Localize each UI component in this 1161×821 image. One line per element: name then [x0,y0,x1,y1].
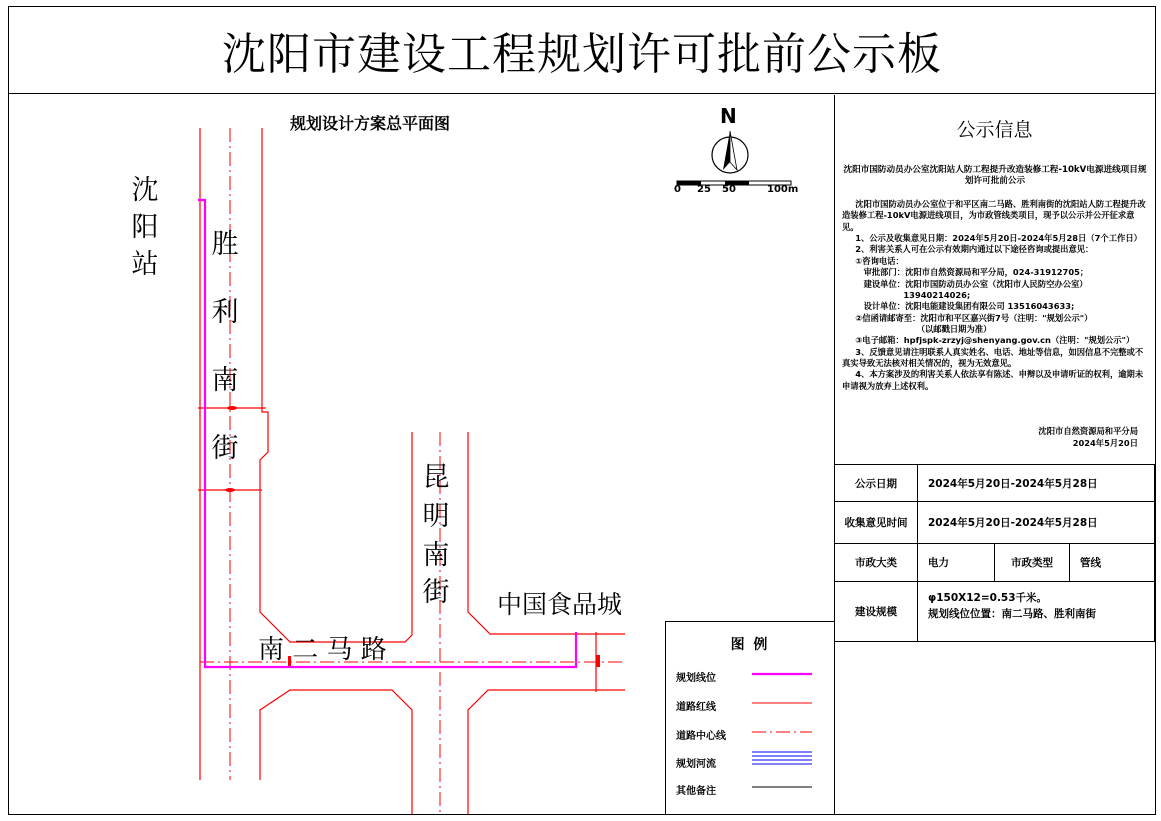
scale-value [918,582,1155,642]
table-row [835,582,1155,642]
table-row [835,465,1155,502]
scale-label-50: 50 [722,184,736,195]
legend-title: 图 例 [730,637,770,653]
notice-line: ②信函请邮寄至：沈阳市和平区嘉兴街7号（注明："规划公示"） [855,312,1093,323]
sign-date: 2024年5月20日 [1072,437,1138,448]
label-shengli-3: 南 [211,365,239,396]
notice-line: ③电子邮箱：hpfjspk-zrzyj@shenyang.gov.cn（注明："规划公示"） [855,335,1135,346]
scale-label-0: 0 [674,184,681,195]
info-table [834,464,1155,642]
label-kunming-3: 南 [422,540,450,571]
label-shengli-4: 街 [211,433,239,464]
notice-line: 3、反馈意见请注明联系人真实姓名、电话、地址等信息，如因信息不完整或不真实导致无法核对相关情况的，视为无效意见。 [842,346,1144,369]
collect-label: 收集意见时间 [835,502,918,544]
scale-line-2: 规划线位位置：南二马路、胜利南街 [928,608,1096,621]
notice-line: （以邮戳日期为准） [916,323,992,334]
legend-item-red-line: 道路红线 [676,702,716,713]
notice-line: 建设单位：沈阳市国防动员办公室（沈阳市人民防空办公室） [863,278,1088,289]
page-title: 沈阳市建设工程规划许可批前公示板 [8,6,1156,94]
north-arrow [712,131,748,173]
category-value: 电力 [918,544,995,582]
category-label: 市政大类 [835,544,918,582]
notice-line: 1、公示及收集意见日期：2024年5月20日-2024年5月28日（7个工作日） [855,233,1142,244]
info-title: 公示信息 [956,119,1033,141]
road-red-lines [198,128,625,814]
legend-item-planned: 规划线位 [676,673,716,684]
notice-line: 审批部门：沈阳市自然资源局和平分局，024-31912705； [863,267,1089,278]
signer: 沈阳市自然资源局和平分局 [1038,426,1138,436]
label-shenyang-station-1: 沈 [131,175,159,206]
label-kunming-4: 街 [422,577,450,608]
notice-line: 沈阳市国防动员办公室位于和平区南二马路、胜利南街的沈阳站人防工程提升改造装修工程-10kV电源进线项目，为市政管线类项目，现予以公示并公开征求意见。 [842,199,1146,232]
collect-value: 2024年5月20日-2024年5月28日 [918,502,1155,544]
notice-line: ①咨询电话： [855,255,904,266]
north-label: N [720,104,737,128]
map-title: 规划设计方案总平面图 [290,114,451,133]
legend-item-other: 其他备注 [676,786,716,797]
label-shenyang-station-2: 阳 [131,212,159,243]
label-shengli-2: 利 [211,297,239,328]
table-row [835,502,1155,544]
scale-label-25: 25 [697,184,711,195]
legend-item-center-line: 道路中心线 [676,731,726,742]
notice-line: 设计单位：沈阳电能建设集团有限公司 13516043633; [863,301,1075,312]
label-kunming-1: 昆 [422,462,450,493]
type-label: 市政类型 [995,544,1070,582]
type-value: 管线 [1070,544,1155,582]
scale-label-100m: 100m [767,184,799,195]
label-shenyang-station-3: 站 [131,249,159,280]
label-kunming-2: 明 [422,501,450,532]
table-row [835,544,1155,582]
legend-item-river: 规划河流 [676,759,716,770]
legend [665,621,835,815]
notice-signature [842,426,1138,449]
notice-body [842,199,1148,392]
notice-line: 4、本方案涉及的利害关系人依法享有陈述、申辩以及申请听证的权利，逾期未申请视为放弃上述权利。 [842,369,1144,391]
period-value: 2024年5月20日-2024年5月28日 [918,465,1155,502]
notice-line: 2、利害关系人可在公示有效期内通过以下途径咨询或提出意见： [855,244,1094,255]
period-label: 公示日期 [835,465,918,502]
scale-label: 建设规模 [835,582,918,642]
notice-heading: 沈阳市国防动员办公室沈阳站人防工程提升改造装修工程-10kV电源进线项目规划许可批前公示 [843,165,1147,187]
label-food-city: 中国食品城 [497,590,623,619]
scale-line-1: φ150X12=0.53千米。 [928,592,1048,604]
label-shengli-1: 胜 [211,229,239,260]
notice-line: 13940214026; [903,289,971,300]
label-naner-road: 南 二 马 路 [258,635,387,665]
